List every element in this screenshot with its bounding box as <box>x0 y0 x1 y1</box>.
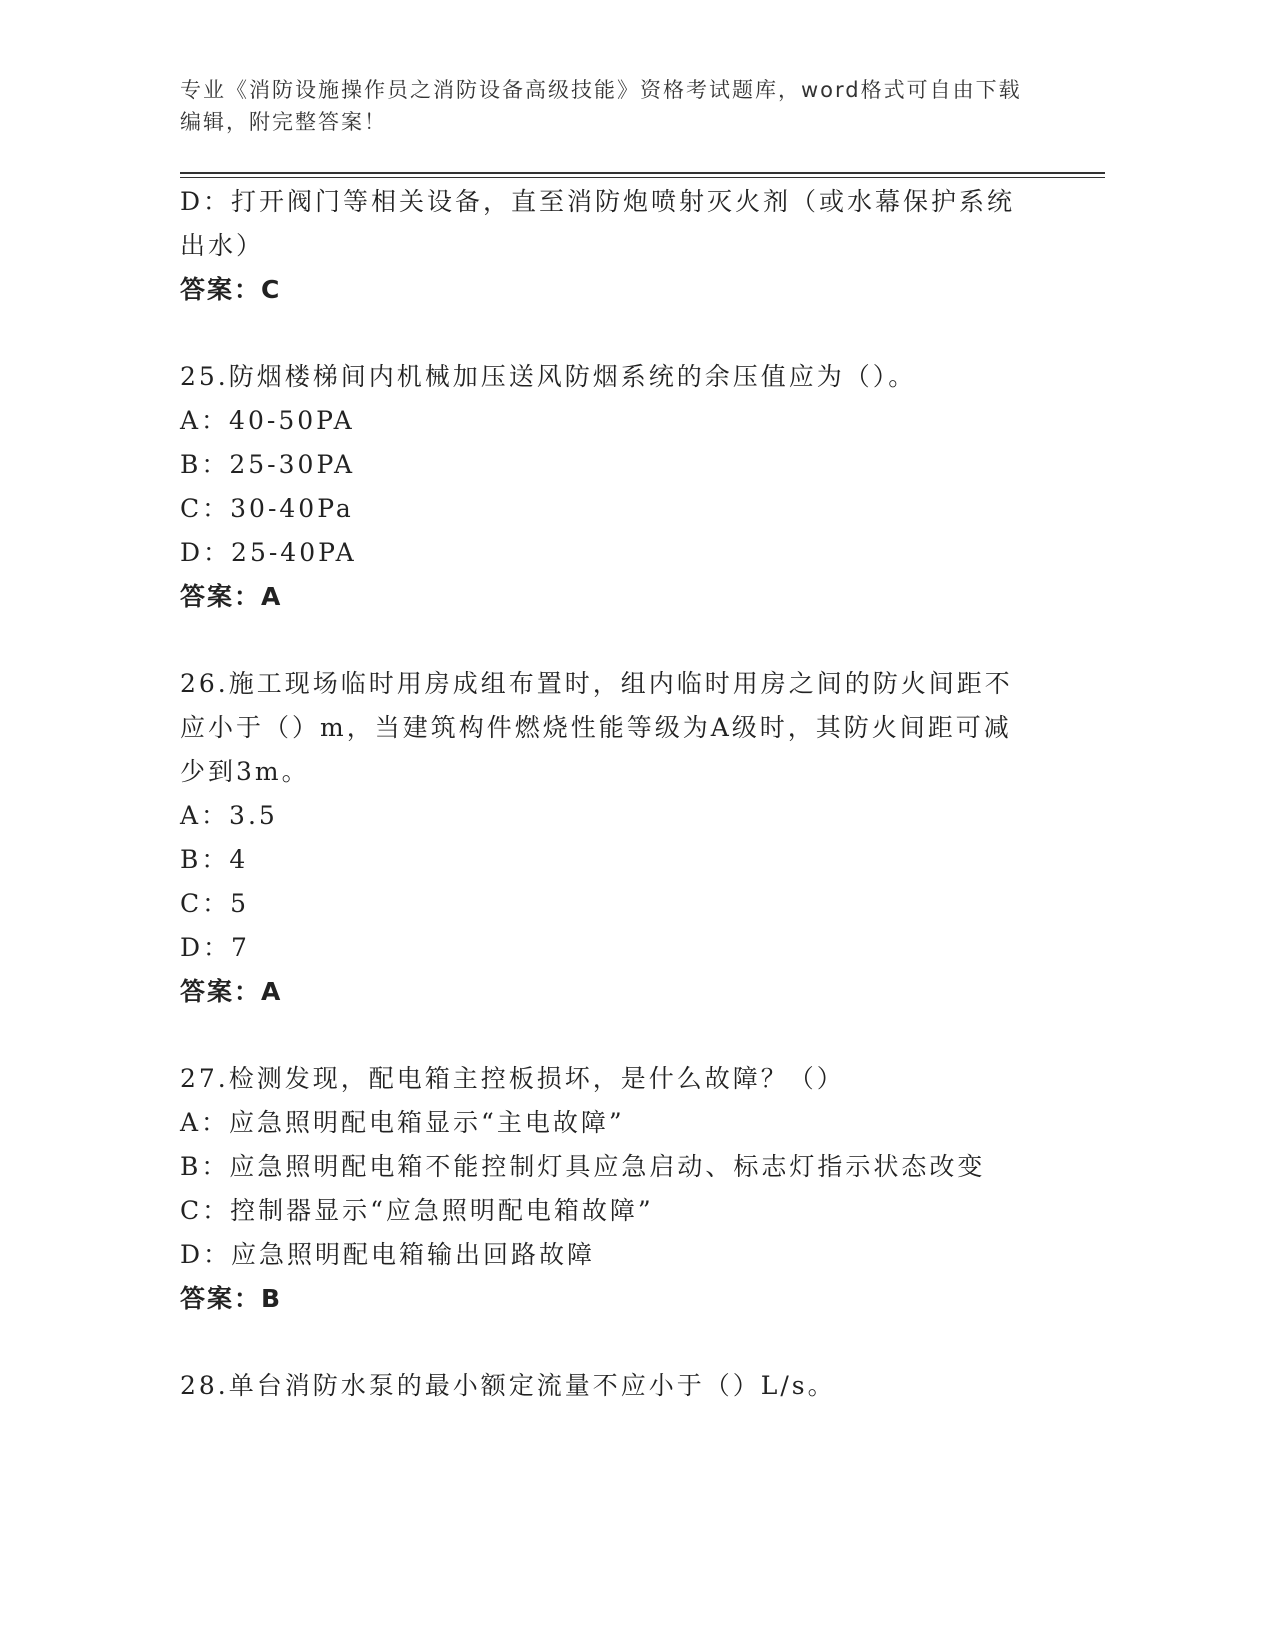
answer-value: A <box>261 582 283 611</box>
question-stem: 27.检测发现，配电箱主控板损坏，是什么故障？（） <box>180 1064 845 1093</box>
question-26 <box>180 662 1030 1014</box>
answer-line <box>180 268 1030 312</box>
question-content <box>180 180 1030 1408</box>
option-c: C：30-40Pa <box>180 494 354 523</box>
answer-label: 答案： <box>180 977 262 1006</box>
option-a: A：40-50PA <box>180 406 355 435</box>
option-b: B：4 <box>180 845 249 874</box>
option-c: C：控制器显示“应急照明配电箱故障” <box>180 1196 654 1225</box>
answer-line <box>180 1277 1030 1321</box>
answer-label: 答案： <box>180 582 262 611</box>
answer-value: B <box>261 1284 283 1313</box>
option-a: A：3.5 <box>180 801 278 830</box>
option-a: A：应急照明配电箱显示“主电故障” <box>180 1108 625 1137</box>
option-c: C：5 <box>180 889 250 918</box>
answer-line <box>180 970 1030 1014</box>
header-divider-thick <box>180 172 1105 174</box>
answer-label: 答案： <box>180 1284 262 1313</box>
document-header: 专业《消防设施操作员之消防设备高级技能》资格考试题库，word格式可自由下载编辑，附完整答案！ <box>180 78 1022 134</box>
header-divider-thin <box>180 177 1105 178</box>
question-stem: 26.施工现场临时用房成组布置时，组内临时用房之间的防火间距不应小于（）m，当建筑构件燃烧性能等级为A级时，其防火间距可减少到3m。 <box>180 669 1013 786</box>
answer-value: C <box>261 275 282 304</box>
option-d: D：打开阀门等相关设备，直至消防炮喷射灭火剂（或水幕保护系统出水） <box>180 187 1016 260</box>
question-stem: 25.防烟楼梯间内机械加压送风防烟系统的余压值应为（）。 <box>180 362 917 391</box>
answer-value: A <box>261 977 283 1006</box>
option-d: D：7 <box>180 933 250 962</box>
option-b: B：应急照明配电箱不能控制灯具应急启动、标志灯指示状态改变 <box>180 1152 986 1181</box>
option-d: D：25-40PA <box>180 538 357 567</box>
question-28 <box>180 1364 1030 1408</box>
answer-label: 答案： <box>180 275 262 304</box>
option-b: B：25-30PA <box>180 450 356 479</box>
question-27 <box>180 1057 1030 1321</box>
question-stem: 28.单台消防水泵的最小额定流量不应小于（）L/s。 <box>180 1371 836 1400</box>
option-d: D：应急照明配电箱输出回路故障 <box>180 1240 596 1269</box>
question-25 <box>180 355 1030 619</box>
answer-line <box>180 575 1030 619</box>
continued-question-24 <box>180 180 1030 312</box>
